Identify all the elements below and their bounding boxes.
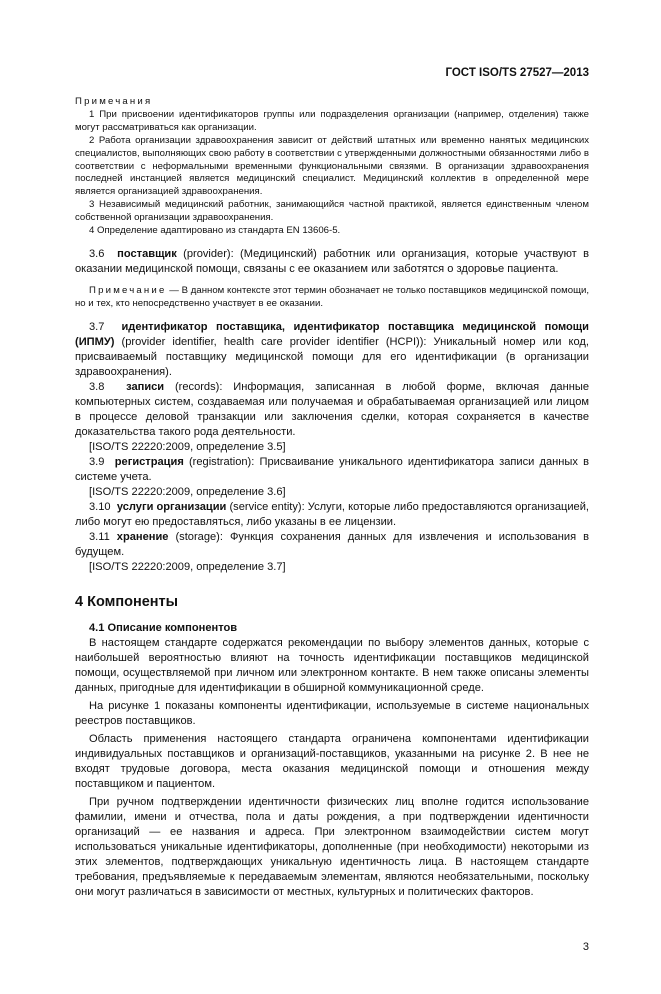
paragraph-2: На рисунке 1 показаны компоненты идентификации, используемые в системе национальных реестров поставщиков. [75,699,589,727]
notes-block [75,96,589,238]
definition-3-11 [75,530,589,560]
paragraph-1: В настоящем стандарте содержатся рекомендации по выбору элементов данных, которые с наибольшей вероятностью влияют на точность идентификации поставщиков медицинской помощи, осуществляемой при личном или электронном контакте. В нем также описаны элементы данных, пригодные для идентификации в обширной коммуникационной среде. [75,636,589,694]
page-number: 3 [582,940,589,953]
definition-term: записи [126,380,165,393]
definition-3-6 [75,247,589,277]
notes-title: Примечания [75,96,153,107]
definition-number: 3.10 [89,500,111,513]
document-header: ГОСТ ISO/TS 27527—2013 [445,67,589,79]
definition-3-9 [75,455,589,485]
note-4: 4 Определение адаптировано из стандарта EN 13606-5. [89,225,341,237]
note-label: Примечание [89,284,167,296]
definition-3-8 [75,380,589,440]
definition-text: (service entity): Услуги, которые либо предоставляются организацией, либо могут ею предоставляться, либо указаны в ее лицензии. [75,500,589,528]
definition-number: 3.7 [89,320,105,333]
definition-text: (storage): Функция сохранения данных для извлечения и использования в будущем. [75,530,589,558]
definition-text: (records): Информация, записанная в любой форме, включая данные компьютерных систем, создаваемая или получаемая и обрабатываемая организацией или лицом в процессе деловой транзакции или заключения сделки, которая сохраняется в качестве доказательства такого рода деятельности. [75,380,589,438]
reference-3-8: [ISO/TS 22220:2009, определение 3.5] [89,440,286,453]
definition-number: 3.11 [89,530,110,543]
note-3-6 [75,285,589,311]
definition-number: 3.8 [89,380,105,393]
paragraph-4: При ручном подтверждении идентичности физических лиц вполне годится использование фамилии, имени и отчества, пола и даты рождения, а при подтверждении идентичности организаций — ее названия и адреса. При электронном взаимодействии систем могут использоваться уникальные идентификаторы, дополненные (при необходимости) некоторыми из этих элементов, подтверждающих уникальную идентичность лица. В настоящем стандарте требования, предъявляемые к передаваемым элементам, являются необязательными, поскольку они могут различаться в зависимости от местных, культурных и политических факторов. [75,795,589,898]
definition-number: 3.6 [89,247,105,260]
paragraph-3: Область применения настоящего стандарта ограничена компонентами идентификации индивидуальных поставщиков и организаций-поставщиков, указанными на рисунке 2. В нее не входят трудовые договора, места оказания медицинской помощи и отношения между поставщиком и пациентом. [75,732,589,790]
note-text: — В данном контексте этот термин обозначает не только поставщиков медицинской помощи, но и тех, кто непосредственно участвует в ее оказании. [75,284,589,309]
reference-3-11: [ISO/TS 22220:2009, определение 3.7] [89,560,286,573]
section-4-heading: 4 Компоненты [75,593,179,610]
definition-3-7 [75,320,589,380]
reference-3-9: [ISO/TS 22220:2009, определение 3.6] [89,485,286,498]
definition-number: 3.9 [89,455,105,468]
note-1: 1 При присвоении идентификаторов группы или подразделения организации (например, отделения) также могут рассматриваться как организации. [75,108,589,133]
note-3: 3 Независимый медицинский работник, занимающийся частной практикой, является единственным членом собственной организации здравоохранения. [75,199,589,224]
definition-term: регистрация [114,455,184,468]
definition-term: идентификатор поставщика, идентификатор поставщика медицинской помощи (ИПМУ) [75,320,589,348]
section-4 [75,593,589,900]
note-2: 2 Работа организации здравоохранения зависит от действий штатных или временно нанятых медицинских специалистов, выполняющих свою работу в соответствии с утвержденными должностными обязанностями либо в соответствии с неформальными временными функциональными связями. В организации здравоохранения последней инстанцией является медицинский специалист. Медицинский коллектив в определенной мере является организацией здравоохранения. [75,134,589,198]
definition-text: (registration): Присваивание уникального идентификатора записи данных в системе учета. [75,455,589,483]
section-4-1-heading: 4.1 Описание компонентов [89,621,238,634]
definition-term: хранение [116,530,169,543]
definition-3-10 [75,500,589,530]
definition-text: (provider): (Медицинский) работник или организация, которые участвуют в оказании медицинской помощи, связаны с ее оказанием или заботятся о здоровье пациента. [75,247,589,275]
definition-term: услуги организации [116,500,227,513]
definitions [75,247,589,575]
definition-term: поставщик [117,247,177,260]
definition-text: (provider identifier, health care provider identifier (HCPI)): Уникальный номер или код, присваиваемый поставщику медицинской помощи для его идентификации (в организации здравоохранения). [75,335,589,378]
